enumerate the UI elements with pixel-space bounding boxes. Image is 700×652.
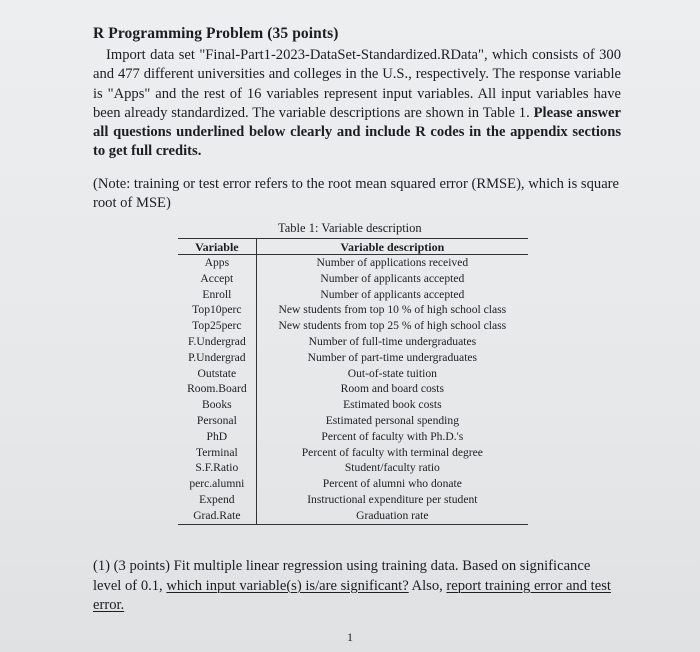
variable-description-cell: Student/faculty ratio: [344, 461, 440, 475]
table-row: [178, 476, 528, 492]
variable-name-cell: Top10perc: [178, 303, 256, 319]
variable-name-cell: Books: [178, 397, 256, 413]
header-variable: Variable: [178, 239, 256, 255]
variable-description-cell: Instructional expenditure per student: [307, 492, 478, 506]
table-row: [178, 303, 528, 319]
variable-description-cell: Number of full-time undergraduates: [308, 334, 477, 348]
variable-name-cell: Apps: [178, 255, 256, 271]
problem-title: R Programming Problem (35 points): [93, 25, 339, 42]
variable-description-cell: Percent of faculty with Ph.D.'s: [321, 429, 464, 443]
question-1-underlined-error: report training error and test error.: [93, 577, 611, 613]
variable-name-cell: Accept: [178, 271, 256, 287]
table-row: [178, 382, 528, 398]
variable-description-cell: Number of applicants accepted: [320, 287, 465, 301]
intro-text: Import data set "Final-Part1-2023-DataSet-Standardized.RData", which consists of 300 and 477 different universities and colleges in the U.S., respectively. The response variable is "Apps" and the rest of 16 variables represent input variables. All input variables have been already standardized. The variable descriptions are shown in Table 1.: [93, 47, 621, 121]
variable-description-cell: Room and board costs: [340, 382, 445, 396]
variable-name-cell: Grad.Rate: [178, 508, 256, 524]
variable-description-cell: Out-of-state tuition: [347, 366, 437, 380]
variable-name-cell: perc.alumni: [178, 476, 256, 492]
question-1-underlined-significant: which input variable(s) is/are significant?: [166, 577, 409, 594]
variable-name-cell: PhD: [178, 429, 256, 445]
table-row: [178, 492, 528, 508]
variable-description-cell: New students from top 10 % of high school class: [278, 303, 507, 317]
intro-paragraph: [93, 46, 621, 162]
table-row: [178, 429, 528, 445]
variable-description-cell: Estimated book costs: [343, 398, 442, 412]
variable-description-cell: Number of applications received: [316, 256, 469, 269]
note-paragraph: (Note: training or test error refers to the root mean squared error (RMSE), which is square root of MSE): [93, 176, 620, 212]
table-row: [178, 508, 528, 524]
table-row: [178, 445, 528, 461]
variable-description-cell: Graduation rate: [256, 508, 528, 524]
table-row: [178, 271, 528, 287]
table-row: [178, 366, 528, 382]
variable-name-cell: Top25perc: [178, 318, 256, 334]
table-row: [178, 287, 528, 303]
question-1: [93, 557, 613, 616]
page-number: 1: [347, 630, 353, 644]
table-body: [178, 255, 528, 525]
variable-name-cell: Expend: [178, 492, 256, 508]
table-header-row: [178, 239, 528, 255]
table-row: [178, 350, 528, 366]
table-row: [178, 397, 528, 413]
header-description: Variable description: [256, 239, 528, 255]
variable-description-cell: Number of part-time undergraduates: [307, 350, 478, 364]
table-row: [178, 334, 528, 350]
question-1-middle: Also,: [408, 577, 447, 594]
variable-description-cell: Percent of alumni who donate: [322, 477, 462, 491]
variable-table: [178, 238, 528, 525]
table-row: [178, 413, 528, 429]
variable-description-cell: Percent of faculty with terminal degree: [301, 445, 483, 459]
table-row: [178, 461, 528, 477]
variable-description-cell: Estimated personal spending: [325, 413, 459, 427]
variable-name-cell: Room.Board: [178, 382, 256, 398]
variable-name-cell: Personal: [178, 413, 256, 429]
question-1-prefix: (1) (3 points) Fit multiple linear regression using training data. Based on significance level of 0.1,: [93, 558, 591, 594]
table-caption: Table 1: Variable description: [278, 221, 422, 235]
variable-description-cell: Number of applicants accepted: [320, 271, 465, 285]
variable-name-cell: Enroll: [178, 287, 256, 303]
table-row: [178, 255, 528, 271]
variable-name-cell: Terminal: [178, 445, 256, 461]
table-row: [178, 318, 528, 334]
variable-name-cell: Outstate: [178, 366, 256, 382]
variable-description-cell: New students from top 25 % of high school class: [278, 319, 507, 333]
variable-name-cell: P.Undergrad: [178, 350, 256, 366]
intro-bold-instructions: Please answer all questions underlined below clearly and include R codes in the appendix sections to get full credits.: [93, 104, 621, 160]
variable-name-cell: S.F.Ratio: [178, 461, 256, 477]
variable-name-cell: F.Undergrad: [178, 334, 256, 350]
